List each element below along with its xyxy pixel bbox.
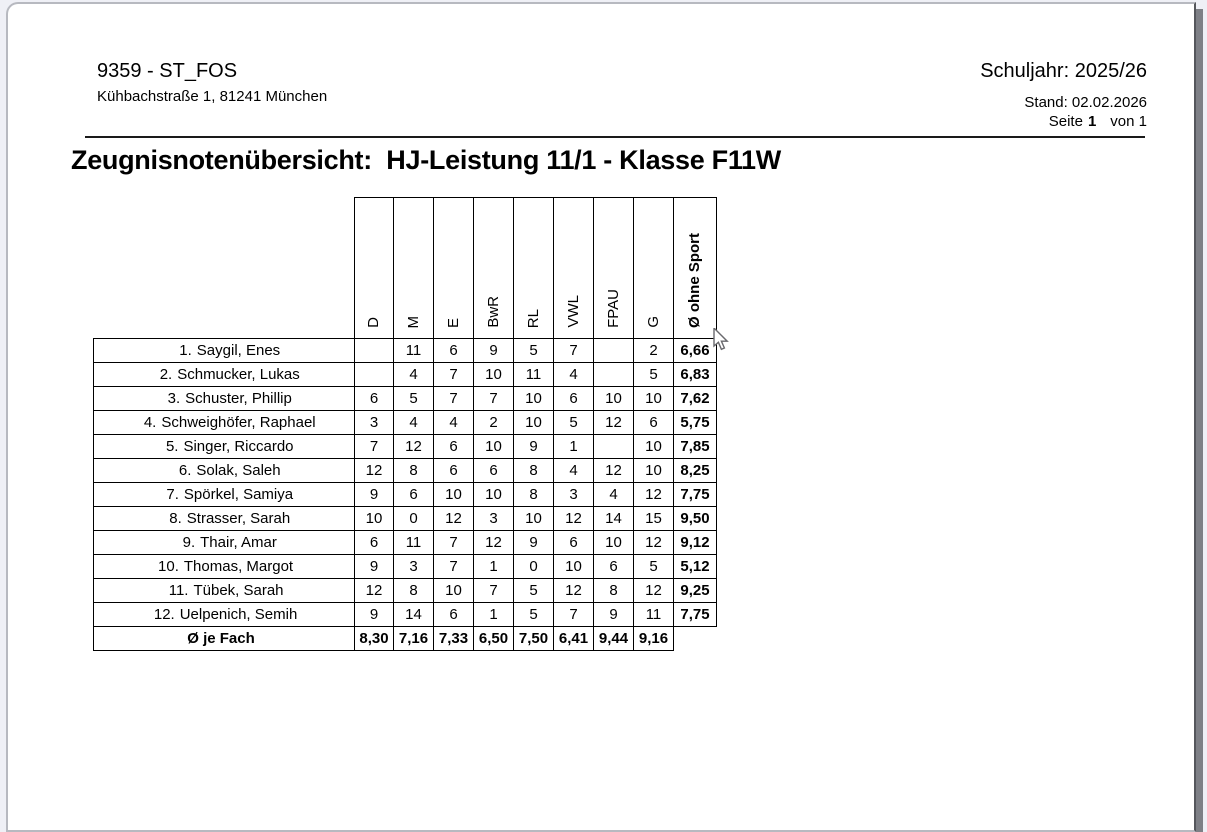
grade-cell: 5 bbox=[394, 387, 434, 411]
report-page bbox=[6, 2, 1196, 832]
student-average-cell: 5,12 bbox=[674, 555, 717, 579]
subject-header-cell bbox=[634, 198, 674, 339]
student-row bbox=[94, 507, 717, 531]
subject-header-label: E bbox=[444, 317, 462, 328]
grade-cell: 6 bbox=[554, 387, 594, 411]
student-average-cell: 7,62 bbox=[674, 387, 717, 411]
grade-cell: 1 bbox=[474, 603, 514, 627]
student-name: Thomas, Margot bbox=[183, 558, 294, 575]
grade-cell: 12 bbox=[634, 579, 674, 603]
student-name-cell bbox=[94, 483, 355, 507]
student-average-cell: 5,75 bbox=[674, 411, 717, 435]
student-number: 4. bbox=[143, 414, 157, 431]
student-name: Solak, Saleh bbox=[196, 462, 281, 479]
grade-cell: 3 bbox=[394, 555, 434, 579]
grade-cell: 2 bbox=[634, 339, 674, 363]
grade-cell: 8 bbox=[514, 459, 554, 483]
grade-cell: 10 bbox=[594, 387, 634, 411]
student-average-cell: 8,25 bbox=[674, 459, 717, 483]
grade-cell: 6 bbox=[554, 531, 594, 555]
grade-table bbox=[93, 197, 717, 651]
subject-header-cell bbox=[355, 198, 394, 339]
subject-header-label: G bbox=[644, 316, 662, 328]
grade-cell: 10 bbox=[634, 459, 674, 483]
grade-cell bbox=[355, 363, 394, 387]
student-name: Spörkel, Samiya bbox=[183, 486, 294, 503]
student-row bbox=[94, 435, 717, 459]
grade-cell: 3 bbox=[474, 507, 514, 531]
grade-cell: 12 bbox=[594, 411, 634, 435]
subject-header-cell bbox=[474, 198, 514, 339]
grade-cell: 0 bbox=[514, 555, 554, 579]
grade-cell: 4 bbox=[554, 363, 594, 387]
grade-cell: 6 bbox=[355, 387, 394, 411]
grade-cell: 4 bbox=[434, 411, 474, 435]
subject-header-label: D bbox=[365, 317, 383, 328]
grade-cell: 11 bbox=[394, 339, 434, 363]
grade-cell: 6 bbox=[634, 411, 674, 435]
grade-cell: 10 bbox=[514, 411, 554, 435]
page-indicator-suffix: von 1 bbox=[1110, 113, 1147, 130]
grade-cell: 10 bbox=[514, 507, 554, 531]
grade-cell: 9 bbox=[514, 435, 554, 459]
grade-cell: 12 bbox=[434, 507, 474, 531]
subject-header-label: M bbox=[404, 315, 422, 328]
grade-cell: 7 bbox=[355, 435, 394, 459]
average-header-label: Ø ohne Sport bbox=[686, 233, 704, 328]
grade-cell: 12 bbox=[394, 435, 434, 459]
grade-cell: 11 bbox=[514, 363, 554, 387]
report-title: Zeugnisnotenübersicht: HJ-Leistung 11/1 - Klasse F11W bbox=[71, 145, 781, 175]
grade-cell: 9 bbox=[514, 531, 554, 555]
grade-cell: 9 bbox=[355, 555, 394, 579]
grade-cell: 4 bbox=[554, 459, 594, 483]
footer-empty-cell bbox=[674, 627, 717, 651]
grade-cell: 10 bbox=[474, 435, 514, 459]
grade-cell: 6 bbox=[355, 531, 394, 555]
grade-cell: 6 bbox=[434, 459, 474, 483]
subject-average-cell: 6,50 bbox=[474, 627, 514, 651]
grade-cell: 8 bbox=[394, 459, 434, 483]
student-number: 10. bbox=[158, 558, 179, 575]
grade-cell: 4 bbox=[394, 411, 434, 435]
grade-cell: 5 bbox=[514, 339, 554, 363]
grade-cell: 7 bbox=[434, 555, 474, 579]
student-name-cell bbox=[94, 555, 355, 579]
grade-cell: 5 bbox=[634, 363, 674, 387]
student-average-cell: 6,66 bbox=[674, 339, 717, 363]
grade-cell: 10 bbox=[594, 531, 634, 555]
school-year-label: Schuljahr: 2025/26 bbox=[980, 60, 1147, 82]
grade-cell: 14 bbox=[594, 507, 634, 531]
grade-cell: 6 bbox=[394, 483, 434, 507]
grade-cell: 1 bbox=[474, 555, 514, 579]
student-name: Tübek, Sarah bbox=[193, 582, 284, 599]
student-number: 11. bbox=[168, 582, 189, 599]
student-row bbox=[94, 555, 717, 579]
grade-cell: 4 bbox=[594, 483, 634, 507]
subject-header-cell bbox=[394, 198, 434, 339]
grade-cell bbox=[594, 339, 634, 363]
grade-cell bbox=[594, 435, 634, 459]
grade-table-foot bbox=[94, 627, 717, 651]
grade-cell: 10 bbox=[474, 363, 514, 387]
student-name: Strasser, Sarah bbox=[186, 510, 291, 527]
grade-cell: 12 bbox=[554, 507, 594, 531]
student-name: Saygil, Enes bbox=[196, 342, 281, 359]
grade-cell: 9 bbox=[355, 483, 394, 507]
grade-cell: 7 bbox=[434, 363, 474, 387]
student-number: 3. bbox=[167, 390, 181, 407]
student-name-cell bbox=[94, 411, 355, 435]
student-average-cell: 7,75 bbox=[674, 603, 717, 627]
subject-header-cell bbox=[594, 198, 634, 339]
grade-cell: 8 bbox=[514, 483, 554, 507]
grade-cell: 4 bbox=[394, 363, 434, 387]
grade-cell: 12 bbox=[554, 579, 594, 603]
subject-average-cell: 7,50 bbox=[514, 627, 554, 651]
grade-cell: 7 bbox=[434, 387, 474, 411]
student-number: 6. bbox=[178, 462, 192, 479]
student-number: 1. bbox=[179, 342, 192, 359]
student-row bbox=[94, 483, 717, 507]
subject-header-cell bbox=[554, 198, 594, 339]
grade-cell: 12 bbox=[594, 459, 634, 483]
student-name-cell bbox=[94, 507, 355, 531]
grade-cell: 8 bbox=[594, 579, 634, 603]
student-name-cell bbox=[94, 363, 355, 387]
student-average-cell: 9,25 bbox=[674, 579, 717, 603]
student-row bbox=[94, 387, 717, 411]
grade-cell: 6 bbox=[594, 555, 634, 579]
student-number: 2. bbox=[159, 366, 173, 383]
average-header-cell bbox=[674, 198, 717, 339]
grade-cell: 9 bbox=[474, 339, 514, 363]
grade-cell bbox=[355, 339, 394, 363]
grade-cell: 5 bbox=[634, 555, 674, 579]
grade-cell: 0 bbox=[394, 507, 434, 531]
grade-cell: 11 bbox=[634, 603, 674, 627]
student-average-cell: 7,75 bbox=[674, 483, 717, 507]
grade-cell: 7 bbox=[474, 387, 514, 411]
grade-cell: 14 bbox=[394, 603, 434, 627]
grade-table-head bbox=[94, 198, 717, 339]
student-number: 12. bbox=[153, 606, 175, 623]
report-date-label: Stand: 02.02.2026 bbox=[1024, 94, 1147, 111]
grade-table-body bbox=[94, 339, 717, 627]
subject-header-label: BwR bbox=[484, 296, 502, 328]
subject-header-cell bbox=[514, 198, 554, 339]
grade-cell: 6 bbox=[434, 339, 474, 363]
student-row bbox=[94, 459, 717, 483]
grade-cell: 5 bbox=[514, 579, 554, 603]
grade-cell: 10 bbox=[474, 483, 514, 507]
subject-header-label: RL bbox=[524, 308, 542, 328]
grade-cell: 12 bbox=[474, 531, 514, 555]
header-row bbox=[94, 198, 717, 339]
grade-cell: 6 bbox=[434, 603, 474, 627]
grade-cell: 3 bbox=[554, 483, 594, 507]
grade-cell: 7 bbox=[474, 579, 514, 603]
student-name-cell bbox=[94, 603, 355, 627]
student-average-cell: 9,12 bbox=[674, 531, 717, 555]
student-average-cell: 6,83 bbox=[674, 363, 717, 387]
grade-cell bbox=[594, 363, 634, 387]
grade-cell: 10 bbox=[514, 387, 554, 411]
grade-cell: 7 bbox=[434, 531, 474, 555]
student-row bbox=[94, 531, 717, 555]
grade-cell: 1 bbox=[554, 435, 594, 459]
student-row bbox=[94, 579, 717, 603]
grade-cell: 10 bbox=[434, 579, 474, 603]
subject-average-cell: 7,33 bbox=[434, 627, 474, 651]
subject-average-cell: 9,44 bbox=[594, 627, 634, 651]
subject-header-label: FPAU bbox=[604, 289, 622, 328]
student-number: 8. bbox=[169, 510, 182, 527]
student-name: Singer, Riccardo bbox=[183, 438, 294, 455]
grade-cell: 7 bbox=[554, 339, 594, 363]
grade-cell: 10 bbox=[634, 387, 674, 411]
student-name: Thair, Amar bbox=[200, 534, 277, 551]
grade-cell: 9 bbox=[594, 603, 634, 627]
page-indicator-number: 1 bbox=[1087, 113, 1097, 130]
school-id-name: 9359 - ST_FOS bbox=[97, 60, 238, 82]
subject-header-cell bbox=[434, 198, 474, 339]
student-name: Schmucker, Lukas bbox=[177, 366, 300, 383]
grade-cell: 12 bbox=[355, 459, 394, 483]
student-average-cell: 7,85 bbox=[674, 435, 717, 459]
grade-cell: 12 bbox=[634, 483, 674, 507]
student-name: Uelpenich, Semih bbox=[179, 606, 298, 623]
grade-cell: 15 bbox=[634, 507, 674, 531]
grade-cell: 3 bbox=[355, 411, 394, 435]
grade-cell: 10 bbox=[554, 555, 594, 579]
grade-cell: 11 bbox=[394, 531, 434, 555]
grade-cell: 12 bbox=[634, 531, 674, 555]
student-name: Schuster, Phillip bbox=[185, 390, 292, 407]
page-indicator-prefix: Seite bbox=[1048, 113, 1083, 130]
school-address: Kühbachstraße 1, 81241 München bbox=[97, 88, 328, 105]
student-name-cell bbox=[94, 339, 355, 363]
student-name-cell bbox=[94, 531, 355, 555]
grade-cell: 10 bbox=[355, 507, 394, 531]
grade-cell: 5 bbox=[514, 603, 554, 627]
subject-header-label: VWL bbox=[564, 295, 582, 328]
student-average-cell: 9,50 bbox=[674, 507, 717, 531]
subject-average-label: Ø je Fach bbox=[94, 627, 355, 651]
grade-cell: 6 bbox=[474, 459, 514, 483]
student-number: 5. bbox=[165, 438, 179, 455]
subject-average-cell: 9,16 bbox=[634, 627, 674, 651]
student-name: Schweighöfer, Raphael bbox=[161, 414, 316, 431]
grade-cell: 12 bbox=[355, 579, 394, 603]
subject-average-cell: 7,16 bbox=[394, 627, 434, 651]
page-indicator bbox=[1049, 113, 1147, 130]
mouse-cursor-icon bbox=[713, 328, 733, 352]
subject-average-cell: 6,41 bbox=[554, 627, 594, 651]
grade-cell: 5 bbox=[554, 411, 594, 435]
student-row bbox=[94, 411, 717, 435]
student-row bbox=[94, 603, 717, 627]
table-corner-cell bbox=[94, 198, 355, 339]
grade-cell: 2 bbox=[474, 411, 514, 435]
student-number: 7. bbox=[166, 486, 179, 503]
student-number: 9. bbox=[182, 534, 196, 551]
grade-cell: 6 bbox=[434, 435, 474, 459]
student-name-cell bbox=[94, 387, 355, 411]
student-row bbox=[94, 339, 717, 363]
student-name-cell bbox=[94, 579, 355, 603]
subject-average-cell: 8,30 bbox=[355, 627, 394, 651]
student-name-cell bbox=[94, 435, 355, 459]
grade-cell: 8 bbox=[394, 579, 434, 603]
grade-cell: 10 bbox=[434, 483, 474, 507]
grade-cell: 10 bbox=[634, 435, 674, 459]
grade-cell: 7 bbox=[554, 603, 594, 627]
header-divider bbox=[85, 136, 1145, 138]
student-name-cell bbox=[94, 459, 355, 483]
footer-row bbox=[94, 627, 717, 651]
grade-cell: 9 bbox=[355, 603, 394, 627]
student-row bbox=[94, 363, 717, 387]
